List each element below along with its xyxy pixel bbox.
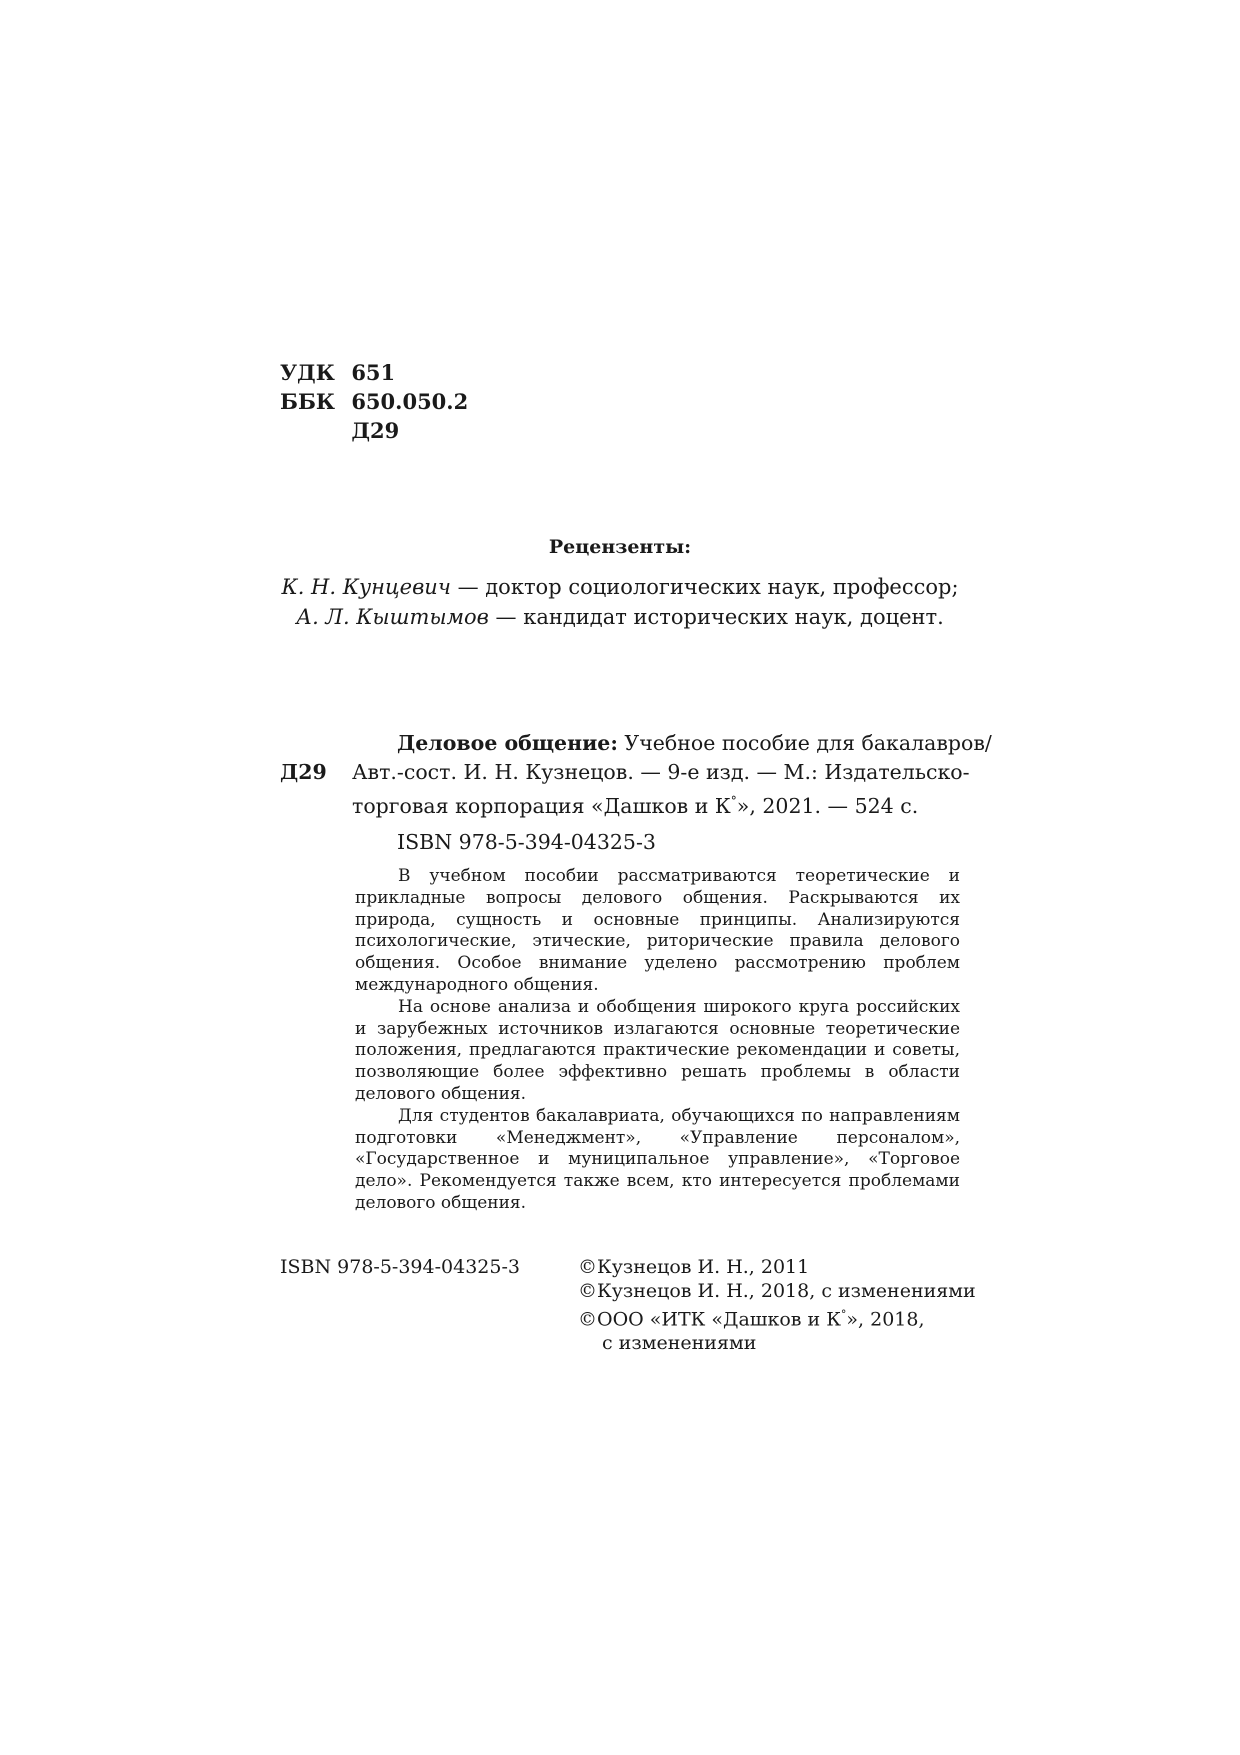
annotation-paragraph-2: На основе анализа и обобщения широкого круга российских и зарубежных источников излагаются основные теоретические положения, предлагаются практические рекомендации и советы, позволяющие более эффективно решать проблемы в области делового общения. xyxy=(355,996,960,1104)
bbk-label: ББК xyxy=(280,389,335,414)
copyright-line-3-degree: ° xyxy=(840,1308,847,1321)
bbk-value: 650.050.2 xyxy=(351,389,469,414)
annotation xyxy=(355,866,960,1215)
copyright-line-2: ©Кузнецов И. Н., 2018, с изменениями xyxy=(578,1280,976,1302)
bib-code: Д29 xyxy=(280,760,327,784)
author-mark: Д29 xyxy=(351,418,400,443)
bib-line-1 xyxy=(397,729,992,758)
author-mark-row xyxy=(280,416,468,445)
reviewer-2-name: А. Л. Кыштымов xyxy=(296,605,489,629)
reviewer-1-description: — доктор социологических наук, профессор; xyxy=(450,575,959,599)
bib-line-3-end: », 2021. — 524 с. xyxy=(736,793,919,818)
reviewer-1 xyxy=(0,573,1240,601)
udk-row xyxy=(280,358,468,387)
book-subtitle: Учебное пособие для бакалавров/ xyxy=(617,731,992,755)
bib-isbn: ISBN 978-5-394-04325-3 xyxy=(397,830,656,854)
bbk-row xyxy=(280,387,468,416)
isbn-bottom: ISBN 978-5-394-04325-3 xyxy=(280,1256,520,1278)
bib-line-3 xyxy=(352,787,918,821)
copyright-line-3-start: ©ООО «ИТК «Дашков и К xyxy=(578,1308,841,1331)
reviewer-1-name: К. Н. Кунцевич xyxy=(281,575,451,599)
reviewer-2-description: — кандидат исторических наук, доцент. xyxy=(488,605,944,629)
annotation-paragraph-1: В учебном пособии рассматриваются теоретические и прикладные вопросы делового общения. Раскрываются их природа, сущность и основные принципы. Анализируются психологические, этические, риторические правила делового общения. Особое внимание уделено рассмотрению проблем международного общения. xyxy=(355,866,960,995)
copyright-line-1: ©Кузнецов И. Н., 2011 xyxy=(578,1256,810,1278)
copyright-line-3-end: », 2018, xyxy=(846,1308,925,1331)
bib-line-3-degree: ° xyxy=(730,794,737,808)
classification-block xyxy=(280,358,468,445)
copyright-line-4: с изменениями xyxy=(602,1332,757,1355)
reviewers-title: Рецензенты: xyxy=(548,536,692,558)
copyright-line-3 xyxy=(578,1303,976,1331)
bib-line-3-start: торговая корпорация «Дашков и К xyxy=(352,793,731,818)
annotation-paragraph-3: Для студентов бакалавриата, обучающихся по направлениям подготовки «Менеджмент», «Управление персоналом», «Государственное и муниципальное управление», «Торговое дело». Рекомендуется также всем, кто интересуется проблемами делового общения. xyxy=(355,1105,960,1213)
book-title: Деловое общение: xyxy=(397,731,618,755)
copyright-block xyxy=(578,1255,976,1355)
udk-value: 651 xyxy=(351,360,396,385)
udk-label: УДК xyxy=(280,360,335,385)
reviewer-2 xyxy=(0,603,1240,631)
bib-line-2: Авт.-сост. И. Н. Кузнецов. — 9-е изд. — М.: Издательско- xyxy=(352,760,970,784)
